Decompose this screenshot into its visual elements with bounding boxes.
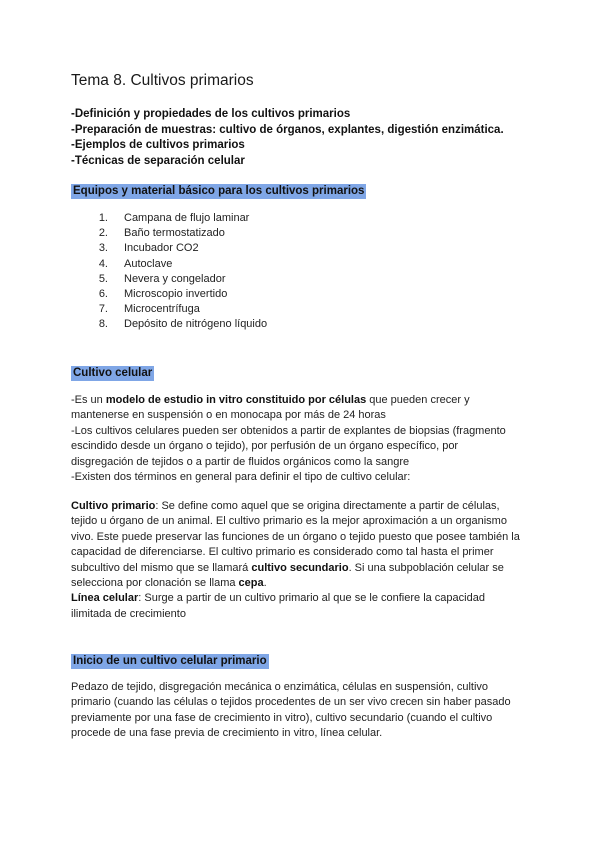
- list-number: 4.: [98, 257, 108, 270]
- equipment-list: [88, 211, 267, 333]
- equipos-heading: Equipos y material básico para los cultivos primarios: [73, 185, 365, 197]
- text-line: -Existen dos términos en general para definir el tipo de cultivo celular:: [71, 471, 411, 484]
- bold-term: cepa: [238, 577, 264, 590]
- list-item: [88, 257, 267, 272]
- list-number: 3.: [98, 242, 108, 255]
- text-line: disgregación de tejidos o a partir de fluidos orgánicos como la sangre: [71, 455, 410, 468]
- text-span: : Surge a partir de un cultivo primario al que se le confiere la capacidad: [138, 592, 485, 605]
- list-item: [88, 272, 267, 287]
- cultivo-intro-paragraph: [71, 393, 533, 485]
- text-line: Pedazo de tejido, disgregación mecánica o enzimática, células en suspensión, cultivo: [71, 681, 489, 693]
- topic-item: -Ejemplos de cultivos primarios: [71, 139, 245, 151]
- text-line: escindido desde un órgano o tejido), por perfusión de un órgano específico, por: [71, 440, 459, 453]
- inicio-paragraph: [71, 680, 533, 742]
- inicio-heading: Inicio de un cultivo celular primario: [73, 655, 267, 667]
- text-line: previamente por una fase de crecimiento in vitro), cultivo secundario (cuando el cultivo: [71, 711, 493, 724]
- list-label: Depósito de nitrógeno líquido: [124, 318, 268, 331]
- cultivo-heading: Cultivo celular: [73, 367, 153, 379]
- list-label: Baño termostatizado: [124, 227, 225, 240]
- text-span: . Si una subpoblación celular se: [348, 561, 504, 574]
- text-line: [71, 499, 533, 514]
- topic-item: -Preparación de muestras: cultivo de órganos, explantes, digestión enzimática.: [71, 123, 504, 136]
- text-line: procede de una fase previa de crecimiento in vitro, línea celular.: [71, 727, 383, 740]
- text-line: [71, 576, 533, 591]
- text-line: [71, 591, 533, 606]
- bold-term: Línea celular: [71, 592, 139, 605]
- list-number: 2.: [98, 227, 108, 240]
- text-line: ilimitada de crecimiento: [71, 607, 186, 620]
- text-span: : Se define como aquel que se origina directamente a partir de células,: [155, 500, 500, 512]
- text-line: capacidad de diferenciarse. El cultivo primario es considerado como tal hasta el primer: [71, 546, 494, 559]
- equipos-heading-block: [71, 181, 366, 199]
- cultivo-types-paragraph: [71, 499, 533, 622]
- text-span: que pueden crecer y: [366, 394, 470, 406]
- text-span: .: [263, 577, 267, 590]
- list-label: Autoclave: [124, 257, 173, 270]
- text-line: [71, 393, 533, 408]
- list-label: Campana de flujo laminar: [124, 212, 250, 224]
- list-number: 5.: [98, 272, 108, 285]
- text-line: primario (cuando las células o tejidos procedentes de un ser vivo crecen sin haber pasado: [71, 696, 511, 709]
- text-line: tejido u órgano de un animal. El cultivo primario es la mejor aproximación a un organismo: [71, 515, 507, 528]
- list-label: Nevera y congelador: [124, 272, 226, 285]
- text-span: -Es un: [71, 394, 106, 406]
- topic-item: -Técnicas de separación celular: [71, 154, 245, 167]
- page-title: Tema 8. Cultivos primarios: [71, 72, 254, 89]
- text-line: vivo. Este puede preservar las funciones de un órgano o tejido puesto que posee también la: [71, 530, 520, 543]
- list-item: [88, 226, 267, 241]
- list-item: [88, 302, 267, 317]
- text-line: mantenerse en suspensión o en monocapa por más de 24 horas: [71, 409, 386, 422]
- cultivo-heading-block: [71, 363, 154, 381]
- bold-term: cultivo secundario: [251, 561, 349, 574]
- list-number: 1.: [98, 212, 108, 224]
- topics-list: [71, 107, 504, 169]
- list-item: [88, 241, 267, 256]
- list-item: [88, 211, 267, 226]
- list-number: 7.: [98, 303, 108, 316]
- list-item: [88, 317, 267, 332]
- list-label: Incubador CO2: [124, 242, 199, 255]
- list-number: 6.: [98, 288, 108, 301]
- bold-term: Cultivo primario: [71, 500, 156, 512]
- list-item: [88, 287, 267, 302]
- list-number: 8.: [98, 318, 108, 331]
- list-label: Microscopio invertido: [124, 288, 228, 301]
- inicio-heading-block: [71, 651, 269, 669]
- list-label: Microcentrífuga: [124, 303, 200, 316]
- text-span: selecciona por clonación se llama: [71, 577, 239, 590]
- bold-term: modelo de estudio in vitro constituido por células: [105, 394, 367, 406]
- topic-item: -Definición y propiedades de los cultivos primarios: [71, 108, 351, 120]
- text-line: [71, 561, 533, 576]
- text-line: -Los cultivos celulares pueden ser obtenidos a partir de explantes de biopsias (fragmento: [71, 424, 506, 437]
- text-span: subcultivo del mismo que se llamará: [71, 561, 252, 574]
